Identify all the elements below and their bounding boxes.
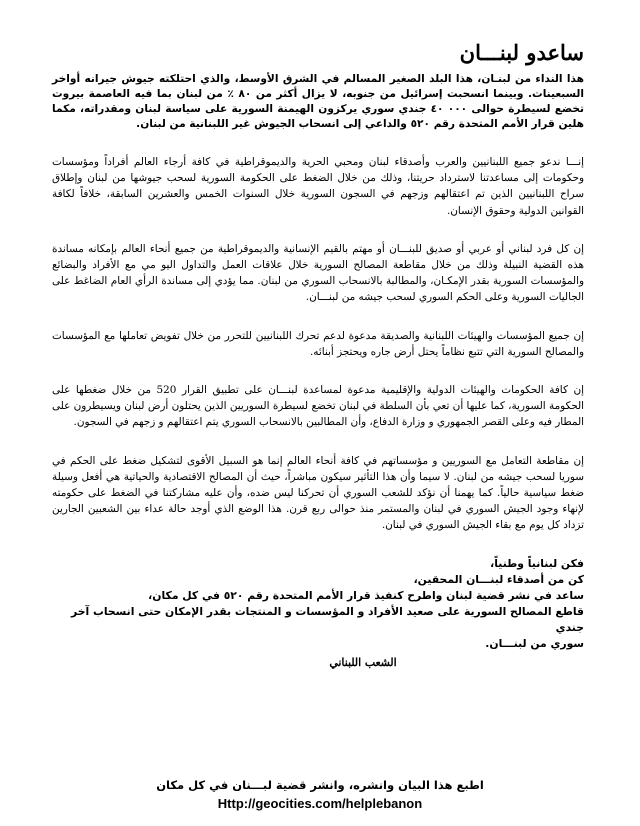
body-paragraph-2: إن كل فرد لبناني أو عربي أو صديق للبنـــان أو مهتم بالقيم الإنسانية والديموقراطية من جميع أنحاء العالم بإمكانه مساندة هذه القضية النبيلة وذلك من خلال مقاطعة المصالح السورية خلال علاقات العمل والتداول اليو مي مع الأفراد والبضائع والمؤسسات السورية بقدر الإمكـان، والمطالبة بالانسحاب السوري من لبنان. مما يؤدي إلى مساندة الرأي العام الضاغط على الجاليات السورية وعلى الحكم السوري لسحب جيشه من لبنـــان.	[52, 242, 584, 304]
intro-paragraph: هذا النداء من لبنـان، هذا البلد الصغير المسالم في الشرق الأوسط، والذي احتلكته جيوش جيرانه أواخر السبعينات. وبينما انسحبت إسرائيل من جنوبه، لا يزال أكثر من ٨٠ ٪ من لبنان بما فيه العاصمة بيروت تخضع لسيطرة حوالى ٠٠٠ ٤٠ جندي سوري يركزون الهيمنة السورية على سياسة لبنان ومقدراته، مكما هلين قرار الأمم المتحدة رقم ٥٢٠ والداعي إلى انسحاب الجيوش غير اللبنانية من لبنان.	[52, 73, 585, 130]
share-text: اطبع هذا البيان وانشره، وانشر قضية لبـــنان في كل مكان	[156, 778, 484, 792]
website-link[interactable]: Http://geocities.com/helplebanon	[217, 796, 423, 811]
closing-line-2: كن من أصدقاء لبنـــان المحقين،	[413, 572, 584, 586]
closing-appeal	[52, 556, 584, 652]
body-paragraph-5: إن مقاطعة التعامل مع السوريين و مؤسساتهم في كافة أنحاء العالم إنما هو السبيل الأقوى لتشكيل ضغط على الحكم في سوريا لسحب جيشه من لبنان. لا سيما وأن هذا التأثير سيكون مباشراً، حيث أن المصالح الاقتصادية والحياتية هي أفعل وسيلة ضغط سياسية حالياً. كما يهمنا أن نؤكد للشعب السوري أن تحركنا ليس ضده، وأن عليه مشاركتنا في الضغط على حكومته لإنهاء وجود الجيش السوري في لبنان والمستمر منذ حوالى ربع قرن. هذا الوضع الذي أوجد حالة عداء بين الشعبين الجارين تزداد كل يوم مع بقاء الجيش السوري في لبنان.	[52, 454, 584, 532]
body-paragraph-1: إنـــا ندعو جميع اللبنانيين والعرب وأصدقاء لبنان ومحبي الحرية والديموقراطية في كافة أرجاء العالم أفراداً ومؤسسات وحكومات إلى مساعدتنا لاسترداد حريتنا، وذلك من خلال الضغط على الحكومة السورية لسحب جيوشها من لبنان وإطلاق سراح اللبنانيين الذين تم اعتقالهم وزجهم في السجون السورية خلال السنوات الخمس والعشرين السابقة، خلافاً لكافة القوانين الدولية وحقوق الإنسان.	[52, 156, 584, 217]
footer	[0, 776, 640, 814]
body-paragraph-4: إن كافة الحكومات والهيئات الدولية والإقليمية مدعوة لمساعدة لبنـــان على تطبيق القرار 520 من خلال ضغطها على الحكومة السورية، كما عليها أن تعي بأن السلطة في لبنان تخضع لسيطرة السوريين الذين يحتلون أرض لبنان ويسيطرون على المطار فيه وعلى القصر الجمهوري و وزارة الدفاع، وأن المطالبين بالانسحاب السوري يتم اعتقالهم و زجهم في السجون.	[52, 384, 584, 429]
closing-line-3: ساعد في نشر قضية لبنان واطرح كنفيذ قرار الأمم المتحدة رقم ٥٢٠ في كل مكان،	[148, 588, 584, 602]
document-title: ساعدو لبنـــان	[459, 40, 584, 65]
signature: الشعب اللبناني	[329, 655, 397, 669]
closing-line-1: فكن لبنانياً وطنياً،	[490, 556, 584, 570]
body-paragraph-3: إن جميع المؤسسات والهيئات اللبنانية والصديقة مدعوة لدعم تحرك اللبنانيين للتحرر من خلال تفويض تعاملها مع المؤسسات والمصالح السورية التي تتبع نظاماً يحتل أرض جاره ويحتجز أبنائه.	[52, 329, 584, 358]
closing-line-4: قاطع المصالح السورية على صعيد الأفراد و المؤسسات و المنتجات بقدر الإمكان حتى انسحاب آخر جندي	[71, 604, 584, 634]
closing-line-5: سوري من لبنـــان.	[485, 636, 584, 650]
